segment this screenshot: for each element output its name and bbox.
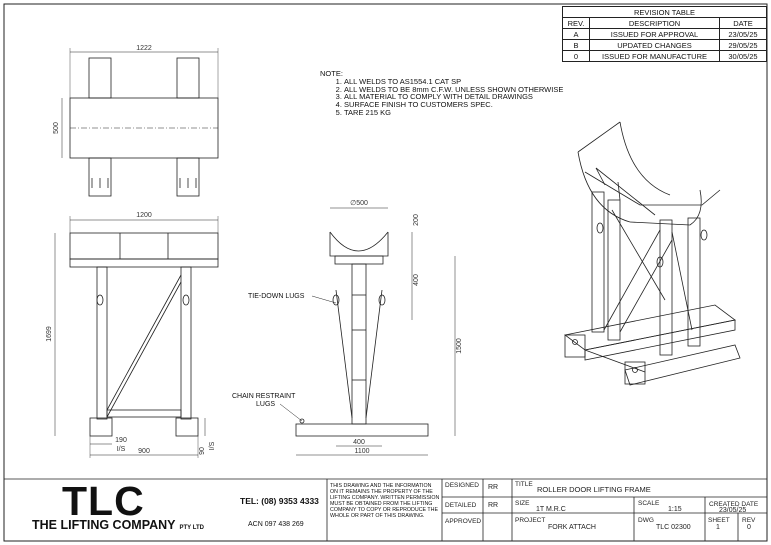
value-designed: RR	[488, 484, 499, 491]
isometric-view	[565, 122, 740, 385]
revision-row	[563, 29, 767, 40]
dim-leg-offset: 190	[115, 437, 127, 444]
value-sheet: 1	[716, 524, 720, 531]
revision-row	[563, 51, 767, 62]
dim-overall-height: 1699	[46, 326, 53, 342]
dim-side-base-400: 400	[353, 439, 365, 446]
callout-tie-down-lugs: TIE-DOWN LUGS	[248, 293, 305, 300]
value-rev: 0	[747, 524, 751, 531]
value-project: FORK ATTACH	[548, 524, 596, 531]
callout-chain-restraint-lugs: LUGS	[256, 401, 276, 408]
revision-cell-date: 30/05/25	[720, 51, 767, 62]
value-detailed: RR	[488, 502, 499, 509]
copyright-notice: THIS DRAWING AND THE INFORMATION ON IT REMAINS THE PROPERTY OF THE LIFTING COMPANY. WRITTEN PERMISSION MUST BE OBTAINED FROM THE LIFTING COMPANY TO COPY OR REPRODUCE THE WHOLE OR PART OF THIS DRAWING.	[330, 483, 440, 520]
label-approved: APPROVED	[445, 518, 482, 525]
revision-cell-rev: 0	[563, 51, 590, 62]
front-view	[55, 216, 218, 458]
label-detailed: DETAILED	[445, 502, 477, 509]
company-acn: ACN 097 438 269	[248, 521, 304, 528]
notes-list	[320, 78, 563, 117]
dim-side-base-1100: 1100	[354, 448, 370, 455]
note-item: 4. SURFACE FINISH TO CUSTOMERS SPEC.	[344, 101, 563, 109]
note-item: 2. ALL WELDS TO BE 8mm C.F.W. UNLESS SHOWN OTHERWISE	[344, 86, 563, 94]
side-view	[280, 208, 455, 455]
revision-header-rev: REV.	[563, 18, 590, 29]
revision-header-date: DATE	[720, 18, 767, 29]
dim-plan-width: 1222	[136, 45, 152, 52]
callout-chain-restraint: CHAIN RESTRAINT	[232, 393, 296, 400]
note-item: 3. ALL MATERIAL TO COMPLY WITH DETAIL DRAWINGS	[344, 93, 563, 101]
company-name	[32, 518, 204, 532]
dim-plan-depth: 500	[53, 122, 60, 134]
revision-table	[562, 6, 767, 62]
dim-base-width: 900	[138, 448, 150, 455]
value-dwg: TLC 02300	[656, 524, 691, 531]
label-sheet: SHEET	[708, 517, 730, 524]
revision-header-description: DESCRIPTION	[590, 18, 720, 29]
label-project: PROJECT	[515, 517, 546, 524]
label-dwg: DWG	[638, 517, 654, 524]
value-size: 1T M.R.C	[536, 506, 566, 513]
revision-cell-rev: B	[563, 40, 590, 51]
dim-front-90: 90	[199, 447, 206, 455]
revision-cell-description: UPDATED CHANGES	[590, 40, 720, 51]
dim-base-width-is: I/S	[209, 441, 216, 451]
dim-side-400: 400	[413, 274, 420, 286]
dim-side-200: 200	[413, 214, 420, 226]
revision-table-title: REVISION TABLE	[563, 7, 767, 18]
company-pty: PTY LTD	[179, 525, 204, 531]
revision-cell-rev: A	[563, 29, 590, 40]
notes-title: NOTE:	[320, 69, 343, 78]
label-rev: REV	[742, 517, 756, 524]
note-item: 1. ALL WELDS TO AS1554.1 CAT SP	[344, 78, 563, 86]
revision-cell-description: ISSUED FOR MANUFACTURE	[590, 51, 720, 62]
company-tel: TEL: (08) 9353 4333	[240, 496, 319, 506]
value-scale: 1:15	[668, 506, 682, 513]
dim-side-1500: 1500	[456, 338, 463, 354]
plan-view	[62, 48, 218, 196]
value-title: ROLLER DOOR LIFTING FRAME	[537, 485, 651, 494]
dim-leg-offset-is: I/S	[116, 446, 126, 453]
revision-cell-description: ISSUED FOR APPROVAL	[590, 29, 720, 40]
label-title: TITLE	[515, 481, 533, 488]
value-created: 23/05/25	[719, 507, 747, 514]
dim-cradle-diameter: ∅500	[350, 200, 368, 207]
label-designed: DESIGNED	[445, 482, 479, 489]
label-scale: SCALE	[638, 500, 660, 507]
notes-block	[320, 70, 563, 117]
company-name-text: THE LIFTING COMPANY	[32, 518, 176, 532]
label-size: SIZE	[515, 500, 530, 507]
revision-cell-date: 29/05/25	[720, 40, 767, 51]
label-created: CREATED DATE	[709, 501, 759, 508]
dim-front-width: 1200	[136, 212, 152, 219]
company-logo: TLC	[62, 478, 145, 524]
note-item: 5. TARE 215 KG	[344, 109, 563, 117]
revision-row	[563, 40, 767, 51]
revision-cell-date: 23/05/25	[720, 29, 767, 40]
